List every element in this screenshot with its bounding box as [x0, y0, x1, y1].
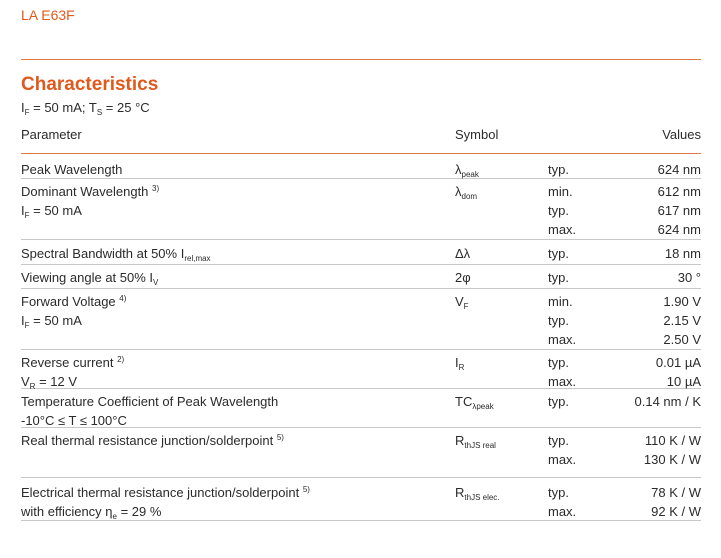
parameter-cell: [21, 392, 278, 430]
table-row: [21, 289, 701, 350]
symbol-text: R: [455, 433, 465, 448]
symbol-text: λ: [455, 184, 462, 199]
symbol-subscript: dom: [461, 192, 478, 201]
parameter-subscript: rel,max: [184, 254, 211, 263]
table-row: [21, 478, 701, 521]
condition-value: = 50 mA: [29, 203, 82, 218]
value-cell: [581, 392, 701, 411]
symbol-cell: [455, 268, 471, 287]
value: 18 nm: [664, 246, 701, 261]
condition-subscript: F: [24, 321, 30, 330]
qualifier: typ.: [548, 313, 569, 328]
value: 624 nm: [657, 162, 701, 177]
parameter-cell: [21, 353, 124, 391]
value: 2.15 V: [663, 313, 701, 328]
symbol-text: λ: [455, 162, 462, 177]
parameter-cell: [21, 431, 284, 450]
symbol-cell: [455, 244, 470, 263]
condition-text: I: [21, 203, 25, 218]
parameter-subscript: V: [153, 278, 159, 287]
parameter-name: [21, 244, 211, 263]
condition-text: V: [21, 374, 30, 389]
value: 0.01 µA: [655, 355, 701, 370]
parameter-text: Dominant Wavelength: [21, 184, 149, 199]
parameter-text: Viewing angle at 50% I: [21, 270, 154, 285]
characteristics-table: [21, 155, 701, 521]
column-header-symbol: Symbol: [455, 127, 499, 142]
condition-subscript: e: [112, 512, 117, 521]
value: 617 nm: [657, 203, 701, 218]
condition-value: = 29 %: [116, 504, 162, 519]
parameter-text: Spectral Bandwidth at 50% I: [21, 246, 185, 261]
symbol-subscript: thJS elec.: [464, 493, 500, 502]
table-row: [21, 389, 701, 428]
qualifier: max.: [548, 332, 577, 347]
value: 78 K / W: [651, 485, 701, 500]
parameter-name: [21, 392, 278, 411]
value: 624 nm: [657, 222, 701, 237]
qualifier: typ.: [548, 355, 569, 370]
parameter-text: Reverse current: [21, 355, 114, 370]
qualifier: typ.: [548, 485, 569, 500]
parameter-condition: [21, 502, 310, 521]
condition-subscript: R: [29, 382, 36, 391]
value: 612 nm: [657, 184, 701, 199]
symbol-cell: [455, 160, 479, 179]
condition-value: = 12 V: [35, 374, 78, 389]
symbol-text: R: [455, 485, 465, 500]
parameter-name: [21, 268, 158, 287]
value: 110 K / W: [644, 433, 701, 448]
value-cell: [581, 268, 701, 287]
symbol-text: V: [455, 294, 464, 309]
symbol-subscript: thJS real: [464, 441, 496, 450]
parameter-condition: [21, 311, 126, 330]
symbol-subscript: R: [458, 363, 465, 372]
value: 0.14 nm / K: [634, 394, 701, 409]
qualifier: typ.: [548, 394, 569, 409]
test-conditions: $I_F = 50$ mA; $T_S = 25$ °C: [21, 100, 150, 117]
parameter-name: [21, 160, 122, 179]
qualifier: typ.: [548, 433, 569, 448]
condition-text: with efficiency η: [21, 504, 113, 519]
qualifier: max.: [548, 222, 577, 237]
value-cell: [581, 353, 701, 391]
table-row: [21, 265, 701, 289]
value-cell: [581, 292, 701, 349]
symbol-text: Δλ: [455, 246, 471, 261]
qualifier: min.: [548, 184, 573, 199]
header-divider: [21, 59, 701, 60]
symbol-cell: [455, 483, 500, 502]
part-number: LA E63F: [21, 7, 75, 23]
value: 92 K / W: [651, 504, 701, 519]
parameter-cell: [21, 244, 211, 263]
parameter-text: Real thermal resistance junction/solderpoint: [21, 433, 274, 448]
condition-text: I: [21, 313, 25, 328]
symbol-cell: [455, 182, 477, 201]
table-row: [21, 428, 701, 478]
parameter-text: Electrical thermal resistance junction/solderpoint: [21, 485, 300, 500]
table-row: [21, 240, 701, 265]
symbol-text: TC: [455, 394, 473, 409]
qualifier: max.: [548, 504, 577, 519]
parameter-cell: [21, 483, 310, 521]
symbol-cell: [455, 353, 464, 372]
parameter-name: [21, 292, 126, 311]
footnote-ref: 4): [119, 294, 127, 303]
parameter-cell: [21, 292, 126, 330]
footnote-ref: 2): [117, 355, 125, 364]
section-title: Characteristics: [21, 74, 159, 95]
value-cell: [581, 160, 701, 179]
condition-subscript: F: [24, 211, 30, 220]
table-row: [21, 179, 701, 240]
value: 1.90 V: [663, 294, 701, 309]
value-cell: [581, 483, 701, 521]
column-header-parameter: Parameter: [21, 127, 82, 142]
symbol-cell: [455, 431, 496, 450]
table-header: [21, 127, 701, 147]
symbol-text: I: [455, 355, 459, 370]
parameter-name: [21, 431, 284, 450]
qualifier: typ.: [548, 270, 569, 285]
parameter-name: [21, 353, 124, 372]
parameter-name: [21, 182, 159, 201]
symbol-subscript: λpeak: [472, 402, 494, 411]
parameter-cell: [21, 268, 158, 287]
parameter-cell: [21, 160, 122, 179]
condition-text: -10°C ≤ T ≤ 100°C: [21, 413, 127, 428]
parameter-condition: [21, 201, 159, 220]
symbol-cell: [455, 392, 494, 411]
footnote-ref: 5): [302, 485, 310, 494]
value: 10 µA: [666, 374, 701, 389]
value: 2.50 V: [663, 332, 701, 347]
value: 30 °: [677, 270, 701, 285]
footnote-ref: 3): [152, 184, 160, 193]
value-cell: [581, 182, 701, 239]
qualifier: typ.: [548, 162, 569, 177]
qualifier: max.: [548, 452, 577, 467]
qualifier: max.: [548, 374, 577, 389]
symbol-text: 2φ: [455, 270, 471, 285]
symbol-cell: [455, 292, 469, 311]
footnote-ref: 5): [276, 433, 284, 442]
parameter-text: Forward Voltage: [21, 294, 116, 309]
column-header-values: Values: [662, 127, 701, 142]
parameter-text: Peak Wavelength: [21, 162, 123, 177]
qualifier: typ.: [548, 246, 569, 261]
table-row: [21, 155, 701, 179]
table-row: [21, 350, 701, 389]
parameter-name: [21, 483, 310, 502]
qualifier: min.: [548, 294, 573, 309]
condition-value: = 50 mA: [29, 313, 82, 328]
value: 130 K / W: [643, 452, 701, 467]
parameter-text: Temperature Coefficient of Peak Wavelength: [21, 394, 279, 409]
qualifier: typ.: [548, 203, 569, 218]
symbol-subscript: peak: [461, 170, 479, 179]
value-cell: [581, 244, 701, 263]
value-cell: [581, 431, 701, 469]
parameter-cell: [21, 182, 159, 220]
table-header-divider: [21, 153, 701, 154]
symbol-subscript: F: [463, 302, 469, 311]
